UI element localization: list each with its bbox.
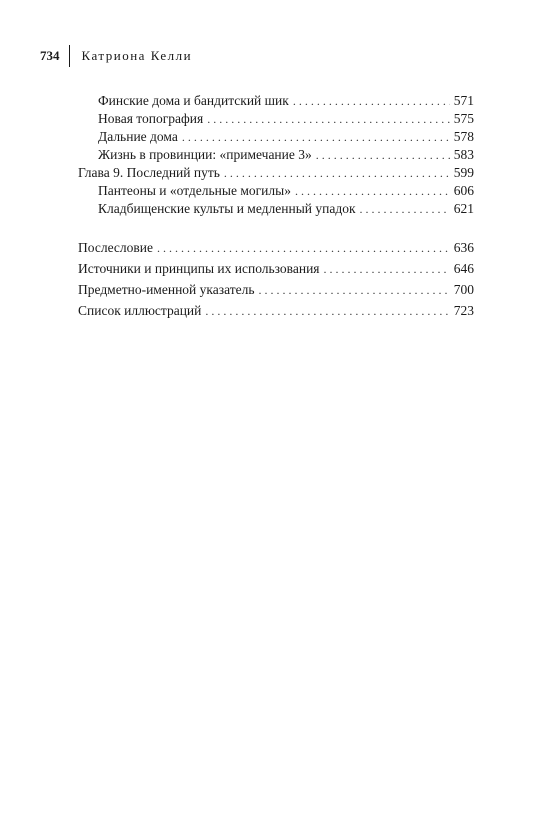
running-head — [40, 46, 192, 66]
toc-section[interactable] — [78, 260, 474, 278]
toc-entry[interactable] — [78, 200, 474, 218]
toc-entry-title: Новая топография — [98, 111, 204, 126]
toc-entry[interactable] — [78, 182, 474, 200]
dot-leader — [259, 281, 450, 299]
toc-entry-page: 599 — [453, 165, 474, 180]
dot-leader — [157, 239, 450, 257]
dot-leader — [293, 92, 450, 110]
toc-entry[interactable] — [78, 110, 474, 128]
toc-entry[interactable] — [78, 146, 474, 164]
toc-entry-title: Послесловие — [78, 240, 153, 255]
toc-entry-page: 700 — [453, 282, 474, 297]
toc-entry-page: 575 — [453, 111, 474, 126]
toc-entry-page: 583 — [453, 147, 474, 162]
toc-section[interactable] — [78, 281, 474, 299]
toc-section[interactable] — [78, 239, 474, 257]
toc-entry-page: 723 — [453, 303, 474, 318]
dot-leader — [207, 110, 450, 128]
toc-entry[interactable] — [78, 128, 474, 146]
toc-entry-page: 571 — [453, 93, 474, 108]
toc-entry-page: 621 — [453, 201, 474, 216]
dot-leader — [182, 128, 450, 146]
dot-leader — [360, 200, 450, 218]
toc-entry-title: Финские дома и бандитский шик — [98, 93, 289, 108]
table-of-contents — [78, 92, 474, 320]
dot-leader — [224, 164, 450, 182]
dot-leader — [295, 182, 450, 200]
toc-entry-title: Источники и принципы их использования — [78, 261, 320, 276]
dot-leader — [324, 260, 450, 278]
toc-entry-title: Список иллюстраций — [78, 303, 202, 318]
toc-entry-title: Глава 9. Последний путь — [78, 165, 220, 180]
dot-leader — [316, 146, 450, 164]
dot-leader — [205, 302, 449, 320]
toc-entry-page: 646 — [453, 261, 474, 276]
toc-entry-page: 578 — [453, 129, 474, 144]
running-title: Катриона Келли — [81, 48, 193, 63]
toc-entry-title: Жизнь в провинции: «примечание 3» — [98, 147, 312, 162]
toc-entry-title: Предметно-именной указатель — [78, 282, 255, 297]
toc-section[interactable] — [78, 302, 474, 320]
toc-entry-title: Кладбищенские культы и медленный упадок — [98, 201, 356, 216]
toc-chapter[interactable] — [78, 164, 474, 182]
toc-entry-title: Пантеоны и «отдельные могилы» — [98, 183, 291, 198]
toc-entry-page: 606 — [453, 183, 474, 198]
page-number: 734 — [40, 48, 60, 63]
toc-entry-title: Дальние дома — [98, 129, 178, 144]
toc-entry-page: 636 — [453, 240, 474, 255]
toc-entry[interactable] — [78, 92, 474, 110]
